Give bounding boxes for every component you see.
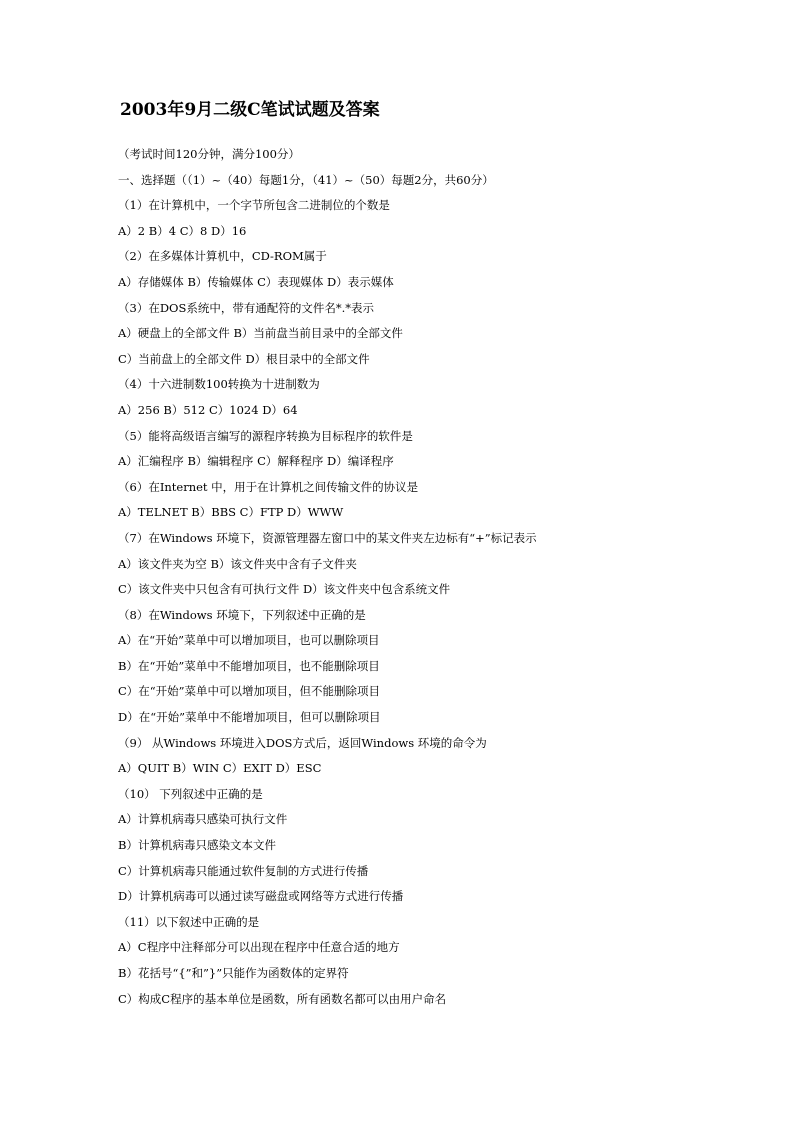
- text-line: A）2 B）4 C）8 D）16: [118, 223, 247, 238]
- text-line: D）计算机病毒可以通过读写磁盘或网络等方式进行传播: [118, 889, 404, 904]
- text-line: A）计算机病毒只感染可执行文件: [118, 812, 288, 827]
- text-line: （2）在多媒体计算机中，CD-ROM属于: [118, 249, 327, 264]
- text-line: （6）在Internet 中，用于在计算机之间传输文件的协议是: [118, 479, 419, 494]
- text-line: B）计算机病毒只感染文本文件: [118, 838, 276, 853]
- text-line: （考试时间120分钟，满分100分）: [118, 147, 300, 161]
- text-line: （4）十六进制数100转换为十进制数为: [118, 377, 320, 392]
- text-line: B）花括号“{”和”}”只能作为函数体的定界符: [118, 966, 349, 980]
- text-line: （7）在Windows 环境下，资源管理器左窗口中的某文件夹左边标有“+”标记表示: [118, 530, 537, 545]
- text-line: （3）在DOS系统中，带有通配符的文件名*.*表示: [118, 300, 374, 315]
- text-line: A）256 B）512 C）1024 D）64: [118, 402, 298, 417]
- text-line: 一、选择题（（1）~（40）每题1分，（41）~（50）每题2分，共60分）: [118, 172, 494, 187]
- text-line: C）计算机病毒只能通过软件复制的方式进行传播: [118, 863, 369, 878]
- text-line: C）在“开始”菜单中可以增加项目，但不能删除项目: [118, 684, 381, 699]
- text-line: A）TELNET B）BBS C）FTP D）WWW: [118, 505, 344, 520]
- document-title: 2003年9月二级C笔试试题及答案: [120, 100, 380, 120]
- text-line: （1）在计算机中，一个字节所包含二进制位的个数是: [118, 198, 390, 213]
- text-line: A）汇编程序 B）编辑程序 C）解释程序 D）编译程序: [118, 454, 394, 469]
- text-line: D）在“开始”菜单中不能增加项目，但可以删除项目: [118, 710, 381, 725]
- text-line: （9） 从Windows 环境进入DOS方式后，返回Windows 环境的命令为: [118, 735, 487, 750]
- text-line: C）该文件夹中只包含有可执行文件 D）该文件夹中包含系统文件: [118, 582, 451, 597]
- text-line: （5）能将高级语言编写的源程序转换为目标程序的软件是: [118, 428, 413, 443]
- text-line: A）在“开始”菜单中可以增加项目，也可以删除项目: [118, 633, 380, 648]
- text-line: A）硬盘上的全部文件 B）当前盘当前目录中的全部文件: [118, 326, 403, 341]
- text-line: A）QUIT B）WIN C）EXIT D）ESC: [118, 761, 322, 776]
- text-line: （11）以下叙述中正确的是: [118, 914, 260, 929]
- text-line: C）当前盘上的全部文件 D）根目录中的全部文件: [118, 351, 370, 366]
- text-line: （10） 下列叙述中正确的是: [118, 786, 263, 801]
- text-line: （8）在Windows 环境下，下列叙述中正确的是: [118, 607, 366, 622]
- text-line: A）C程序中注释部分可以出现在程序中任意合适的地方: [118, 940, 400, 955]
- text-line: B）在“开始”菜单中不能增加项目，也不能删除项目: [118, 658, 380, 673]
- text-line: A）该文件夹为空 B）该文件夹中含有子文件夹: [118, 556, 357, 571]
- text-line: A）存储媒体 B）传输媒体 C）表现媒体 D）表示媒体: [118, 274, 394, 289]
- document-body: [118, 142, 778, 1012]
- text-line: C）构成C程序的基本单位是函数，所有函数名都可以由用户命名: [118, 991, 447, 1006]
